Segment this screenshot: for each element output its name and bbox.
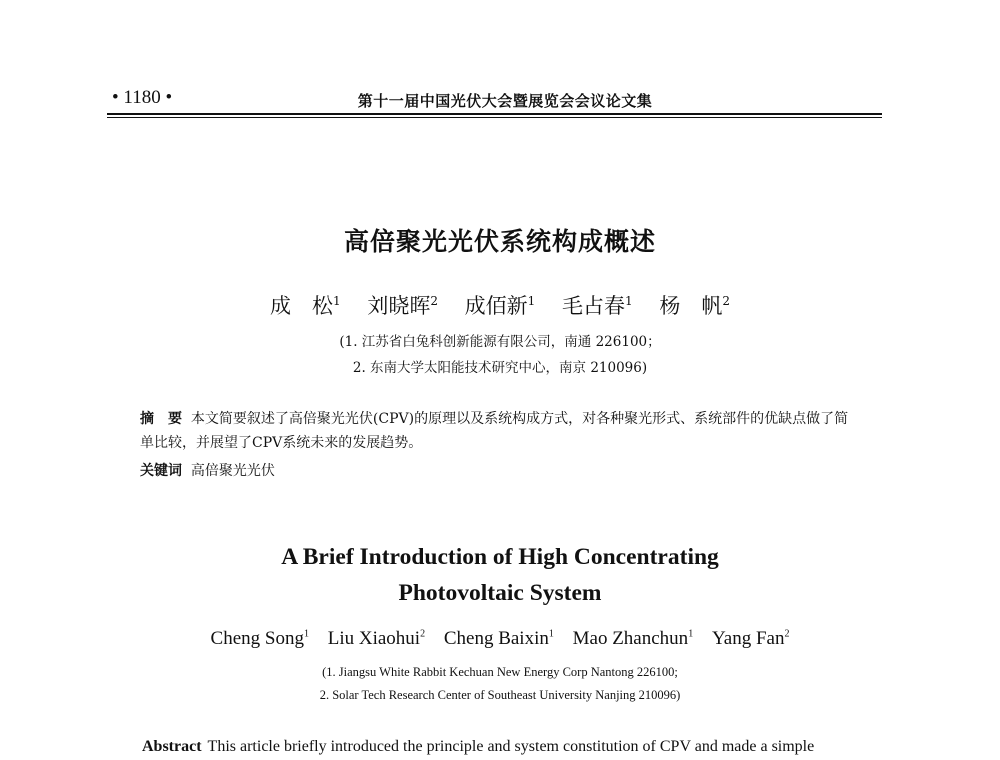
abstract-label-cn: 摘 要 [140,411,182,427]
author-cn: 成佰新$^1$ [464,294,536,318]
author-cn: 成 松$^1$ [270,294,341,318]
page-number: • 1180 • [112,87,173,108]
abstract-text-en: This article briefly introduced the principle and system constitution of CPV and made a simple [207,738,815,755]
abstract-cn [140,407,860,455]
affiliation-en: 2. Solar Tech Research Center of Southeast University Nanjing 210096) [319,688,681,702]
abstract-label-en: Abstract [142,738,202,755]
author-en: Yang Fan$^2$ [711,628,790,649]
author-en: Cheng Baixin$^1$ [443,628,554,649]
running-title: 第十一届中国光伏大会暨展览会会议论文集 [357,92,653,110]
author-list-en [0,628,1000,650]
affiliation-cn: 2. 东南大学太阳能技术研究中心，南京 210096) [352,360,648,376]
abstract-en [142,738,814,756]
paper-title-en-line2: Photovoltaic System [398,580,602,606]
keywords-text-cn: 高倍聚光光伏 [190,463,275,479]
header-rule-thick [107,113,882,115]
header-rule-thin [107,117,882,118]
author-cn: 刘晓晖$^2$ [367,294,438,318]
author-cn: 毛占春$^1$ [562,294,633,318]
paper-title-cn: 高倍聚光光伏系统构成概述 [343,227,656,256]
author-list-cn [0,290,1000,320]
keywords-label-cn: 关键词 [140,463,182,479]
author-en: Cheng Song$^1$ [210,628,309,649]
keywords-cn [140,459,860,483]
author-cn: 杨 帆$^2$ [659,294,730,318]
affiliation-cn: (1. 江苏省白兔科创新能源有限公司，南通 226100； [339,334,661,350]
author-en: Mao Zhanchun$^1$ [572,628,694,649]
author-en: Liu Xiaohui$^2$ [327,628,426,649]
affiliation-en: (1. Jiangsu White Rabbit Kechuan New Energy Corp Nantong 226100; [322,665,678,679]
paper-title-en-line1: A Brief Introduction of High Concentrating [281,544,719,570]
abstract-text-cn: 本文简要叙述了高倍聚光光伏(CPV)的原理以及系统构成方式，对各种聚光形式、系统部件的优缺点做了简单比较，并展望了CPV系统未来的发展趋势。 [140,411,849,451]
